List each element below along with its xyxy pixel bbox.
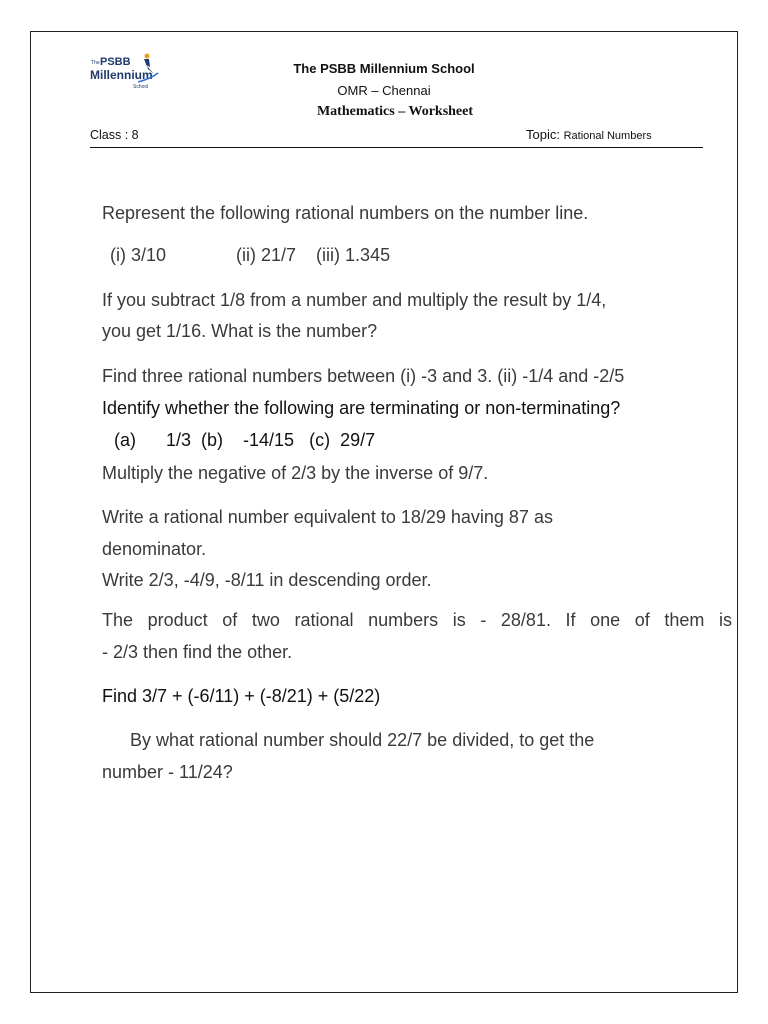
question-9: Find 3/7 + (-6/11) + (-8/21) + (5/22) (102, 686, 381, 706)
topic-value: Rational Numbers (563, 130, 652, 142)
school-name: The PSBB Millennium School (293, 61, 475, 76)
question-6-line-1: Write a rational number equivalent to 18/29 having 87 as (102, 507, 553, 527)
question-10-line-2: number - 11/24? (102, 762, 233, 782)
question-8-line-2: - 2/3 then find the other. (102, 642, 293, 662)
worksheet-title: Mathematics – Worksheet (316, 104, 474, 119)
topic-label (526, 127, 652, 142)
school-location: OMR – Chennai (337, 83, 431, 98)
question-2-line-2: you get 1/16. What is the number? (102, 321, 378, 341)
svg-text:School: School (133, 84, 149, 90)
svg-text:PSBB: PSBB (100, 56, 131, 68)
question-7: Write 2/3, -4/9, -8/11 in descending order. (102, 570, 432, 590)
question-4-line-1: Identify whether the following are terminating or non-terminating? (102, 398, 621, 418)
question-1-line-1: Represent the following rational numbers on the number line. (102, 203, 589, 223)
question-2-line-1: If you subtract 1/8 from a number and multiply the result by 1/4, (102, 290, 607, 310)
question-8-line-1: The product of two rational numbers is - 28/81. If one of them is (102, 610, 732, 630)
question-6-line-2: denominator. (102, 539, 207, 559)
class-label: Class : 8 (90, 128, 139, 142)
topic-prefix: Topic: (526, 127, 564, 142)
question-5: Multiply the negative of 2/3 by the inverse of 9/7. (102, 463, 489, 483)
question-10-line-1: By what rational number should 22/7 be divided, to get the (130, 730, 595, 750)
question-4-options: (a) 1/3 (b) -14/15 (c) 29/7 (114, 430, 376, 450)
question-3: Find three rational numbers between (i) -3 and 3. (ii) -1/4 and -2/5 (102, 366, 625, 386)
header-divider (90, 147, 703, 148)
question-1-options: (i) 3/10 (ii) 21/7 (iii) 1.345 (110, 245, 391, 265)
svg-text:Millennium: Millennium (90, 68, 153, 82)
svg-text:The: The (91, 60, 100, 66)
